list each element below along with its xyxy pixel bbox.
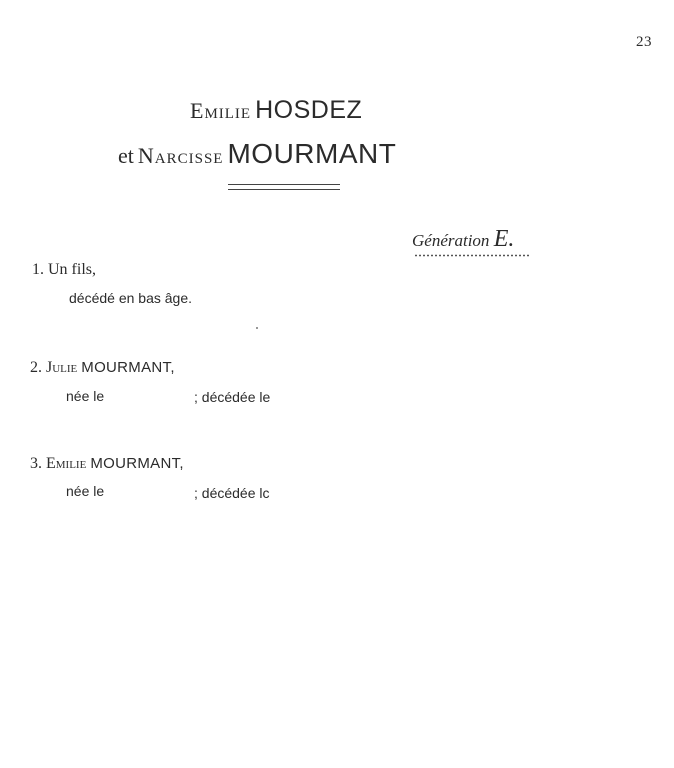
title-connector: et xyxy=(118,143,134,168)
entry-2-given-name: Julie xyxy=(46,359,78,376)
entry-3-number: 3. xyxy=(30,455,42,472)
entry-1-name: Un fils, xyxy=(48,261,96,278)
title-line-2 xyxy=(118,138,396,170)
generation-word: Génération xyxy=(412,231,490,250)
entry-2-heading xyxy=(30,359,175,377)
entry-2-death: ; décédée le xyxy=(194,389,271,405)
generation-letter: E. xyxy=(493,226,515,252)
title-given-name-1: Emilie xyxy=(190,98,252,123)
entry-3-birth: née le xyxy=(66,483,105,499)
entry-3-surname: MOURMANT, xyxy=(90,455,184,472)
title-surname-1: HOSDEZ xyxy=(255,96,363,124)
title-given-name-2: Narcisse xyxy=(137,143,224,168)
entry-2-birth: née le xyxy=(66,388,105,404)
title-surname-2: MOURMANT xyxy=(227,138,397,169)
page-number: 23 xyxy=(636,34,652,50)
title-line-1 xyxy=(190,96,362,125)
entry-1-detail: décédé en bas âge. xyxy=(69,290,192,306)
entry-3-given-name: Emilie xyxy=(46,455,87,472)
entry-1-number: 1. xyxy=(32,261,44,278)
generation-dotted-underline xyxy=(414,254,530,257)
entry-3-death: ; décédée lc xyxy=(194,485,270,501)
generation-label xyxy=(412,226,514,253)
entry-2-surname: MOURMANT, xyxy=(81,359,175,376)
entry-3-heading xyxy=(30,455,184,473)
title-double-rule xyxy=(228,184,340,190)
entry-1-heading xyxy=(32,261,96,279)
print-speck xyxy=(256,327,258,329)
entry-2-number: 2. xyxy=(30,359,42,376)
